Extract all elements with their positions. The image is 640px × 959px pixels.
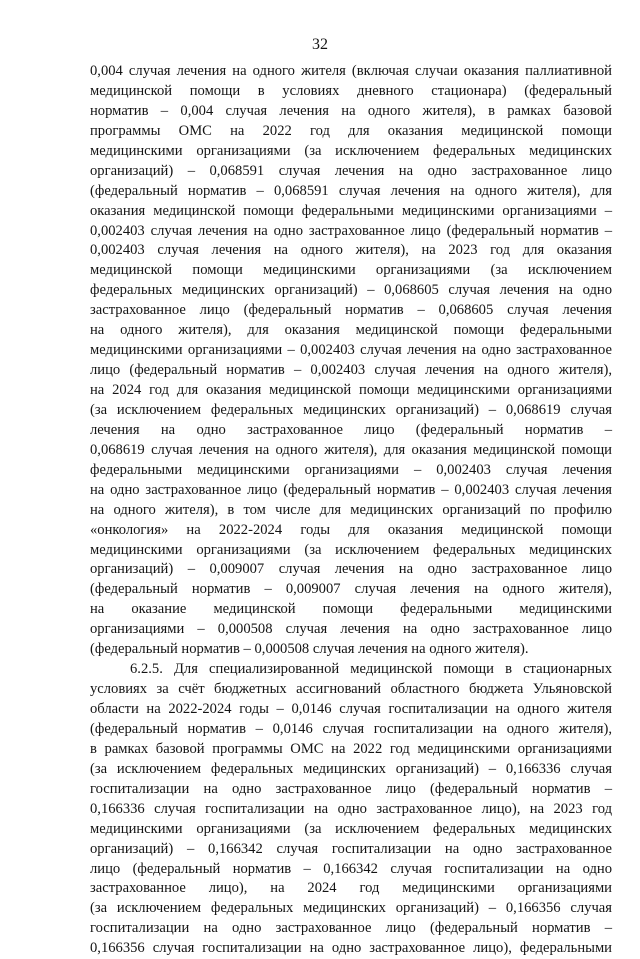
text-line: (за исключением федеральных медицинских организаций) – 0,166336 случая	[90, 760, 612, 777]
text-line: лицо (федеральный норматив – 0,166342 случая госпитализации на одно	[90, 860, 612, 877]
text-line: на одно застрахованное лицо (федеральный норматив – 0,002403 случая лечения	[90, 481, 612, 498]
text-line: оказания медицинской помощи федеральными медицинскими организациями –	[90, 202, 612, 219]
text-line: 0,166336 случая госпитализации на одно застрахованное лицо), на 2023 год	[90, 800, 612, 817]
text-line: условиях за счёт бюджетных ассигнований областного бюджета Ульяновской	[90, 681, 612, 698]
text-line: 0,068619 случая лечения на одного жителя), для оказания медицинской помощи	[90, 441, 612, 458]
text-line: 0,002403 случая лечения на одно застрахованное лицо (федеральный норматив –	[90, 222, 612, 239]
text-line: 0,004 случая лечения на одного жителя (включая случаи оказания паллиативной	[90, 63, 612, 79]
text-line: на оказание медицинской помощи федеральными медицинскими	[90, 601, 612, 618]
text-line: медицинской помощи медицинскими организациями (за исключением	[90, 262, 612, 279]
text-line: медицинскими организациями – 0,002403 случая лечения на одно застрахованное	[90, 342, 612, 359]
text-line: программы ОМС на 2022 год для оказания медицинской помощи	[90, 122, 612, 139]
text-line: лечения на одно застрахованное лицо (федеральный норматив –	[90, 421, 612, 438]
text-line: госпитализации на одно застрахованное лицо (федеральный норматив –	[90, 780, 612, 797]
text-line: организациями – 0,000508 случая лечения на одно застрахованное лицо	[90, 621, 612, 638]
text-line: организаций) – 0,009007 случая лечения на одно застрахованное лицо	[90, 561, 612, 578]
section-heading-line: 6.2.5. Для специализированной медицинской помощи в стационарных	[130, 661, 612, 678]
text-line: (за исключением федеральных медицинских организаций) – 0,166356 случая	[90, 900, 612, 917]
text-line: медицинскими организациями (за исключением федеральных медицинских	[90, 142, 612, 159]
text-line: организаций) – 0,166342 случая госпитализации на одно застрахованное	[90, 840, 612, 857]
text-line: 0,002403 случая лечения на одного жителя), на 2023 год для оказания	[90, 242, 612, 259]
text-line: федеральных медицинских организаций) – 0,068605 случая лечения на одно	[90, 282, 612, 299]
text-line: (федеральный норматив – 0,009007 случая лечения на одного жителя),	[90, 581, 612, 598]
text-line: на одного жителя), в том числе для медицинских организаций по профилю	[90, 501, 612, 518]
text-line: норматив – 0,004 случая лечения на одного жителя), в рамках базовой	[90, 102, 612, 119]
page-number: 32	[312, 36, 328, 53]
text-line: медицинскими организациями (за исключением федеральных медицинских	[90, 820, 612, 837]
body-text	[90, 62, 612, 959]
text-line: на одного жителя), для оказания медицинской помощи федеральными	[90, 322, 612, 339]
text-line: (федеральный норматив – 0,0146 случая госпитализации на одного жителя),	[90, 720, 612, 737]
text-line: застрахованное лицо (федеральный норматив – 0,068605 случая лечения	[90, 302, 612, 319]
text-line: области на 2022-2024 годы – 0,0146 случая госпитализации на одного жителя	[90, 701, 612, 717]
text-line: «онкология» на 2022-2024 годы для оказания медицинской помощи	[90, 521, 612, 538]
text-line: в рамках базовой программы ОМС на 2022 год медицинскими организациями	[90, 740, 612, 757]
text-line: медицинскими организациями (за исключением федеральных медицинских	[90, 541, 612, 558]
text-line: медицинской помощи в условиях дневного стационара) (федеральный	[90, 82, 612, 99]
text-line: (федеральный норматив – 0,068591 случая лечения на одного жителя), для	[90, 182, 612, 199]
text-line: госпитализации на одно застрахованное лицо (федеральный норматив –	[90, 920, 612, 937]
text-line: (за исключением федеральных медицинских организаций) – 0,068619 случая	[90, 401, 612, 418]
text-line: застрахованное лицо), на 2024 год медицинскими организациями	[90, 880, 612, 897]
text-line: федеральными медицинскими организациями – 0,002403 случая лечения	[90, 461, 612, 478]
text-line: лицо (федеральный норматив – 0,002403 случая лечения на одного жителя),	[90, 362, 612, 379]
text-line: на 2024 год для оказания медицинской помощи медицинскими организациями	[90, 382, 612, 398]
text-line: организаций) – 0,068591 случая лечения на одно застрахованное лицо	[90, 162, 612, 179]
text-line: (федеральный норматив – 0,000508 случая лечения на одного жителя).	[90, 641, 529, 658]
text-line: 0,166356 случая госпитализации на одно застрахованное лицо), федеральными	[90, 940, 612, 957]
